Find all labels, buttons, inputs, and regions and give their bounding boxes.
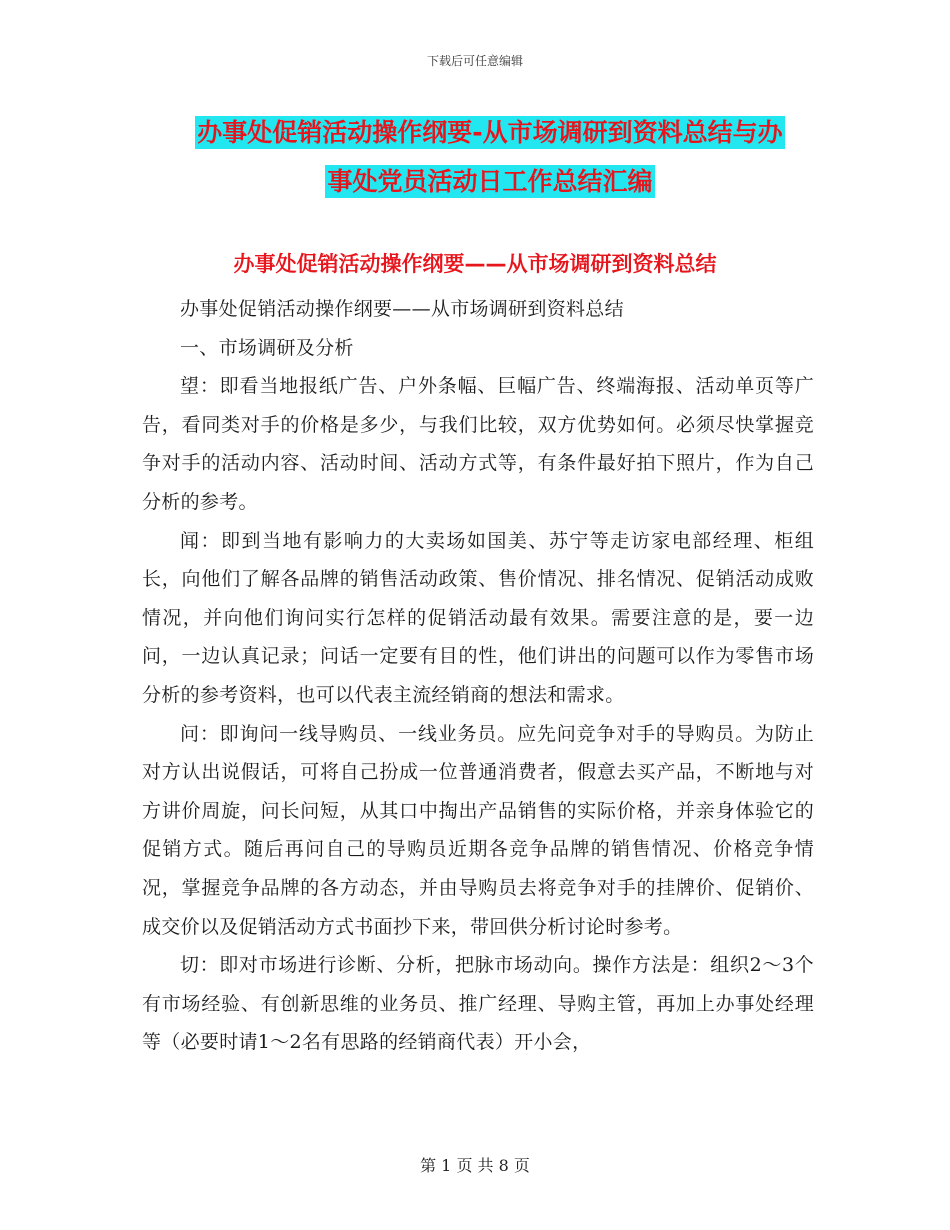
document-body	[142, 290, 814, 1062]
paragraph-subtitle: 办事处促销活动操作纲要——从市场调研到资料总结	[180, 298, 624, 320]
document-title-line-2: 事处党员活动日工作总结汇编	[327, 167, 653, 196]
paragraph-qie: 切：即对市场进行诊断、分析，把脉市场动向。操作方法是：组织2～3个有市场经验、有创新思维的业务员、推广经理、导购主管，再加上办事处经理等（必要时请1～2名有思路的经销商代表）开小会，	[142, 954, 814, 1054]
document-title	[140, 108, 840, 206]
paragraph-heading: 一、市场调研及分析	[180, 336, 354, 359]
section-title: 办事处促销活动操作纲要——从市场调研到资料总结	[233, 252, 717, 276]
document-title-line-1: 办事处促销活动操作纲要-从市场调研到资料总结与办	[197, 118, 783, 147]
paragraph-wang: 望：即看当地报纸广告、户外条幅、巨幅广告、终端海报、活动单页等广告，看同类对手的价格是多少，与我们比较，双方优势如何。必须尽快掌握竞争对手的活动内容、活动时间、活动方式等，有条件最好拍下照片，作为自己分析的参考。	[142, 375, 814, 513]
paragraph-wen: 闻：即到当地有影响力的大卖场如国美、苏宁等走访家电部经理、柜组长，向他们了解各品牌的销售活动政策、售价情况、排名情况、促销活动成败情况，并向他们询问实行怎样的促销活动最有效果。需要注意的是，要一边问，一边认真记录；问话一定要有目的性，他们讲出的问题可以作为零售市场分析的参考资料，也可以代表主流经销商的想法和需求。	[142, 529, 814, 706]
paragraph-wen-ask: 问：即询问一线导购员、一线业务员。应先问竞争对手的导购员。为防止对方认出说假话，可将自己扮成一位普通消费者，假意去买产品，不断地与对方讲价周旋，问长问短，从其口中掏出产品销售的实际价格，并亲身体验它的促销方式。随后再问自己的导购员近期各竞争品牌的销售情况、价格竞争情况，掌握竞争品牌的各方动态，并由导购员去将竞争对手的挂牌价、促销价、成交价以及促销活动方式书面抄下来，带回供分析讨论时参考。	[142, 722, 814, 938]
page-footer: 第 1 页 共 8 页	[420, 1156, 530, 1175]
header-note: 下载后可任意编辑	[426, 54, 523, 68]
